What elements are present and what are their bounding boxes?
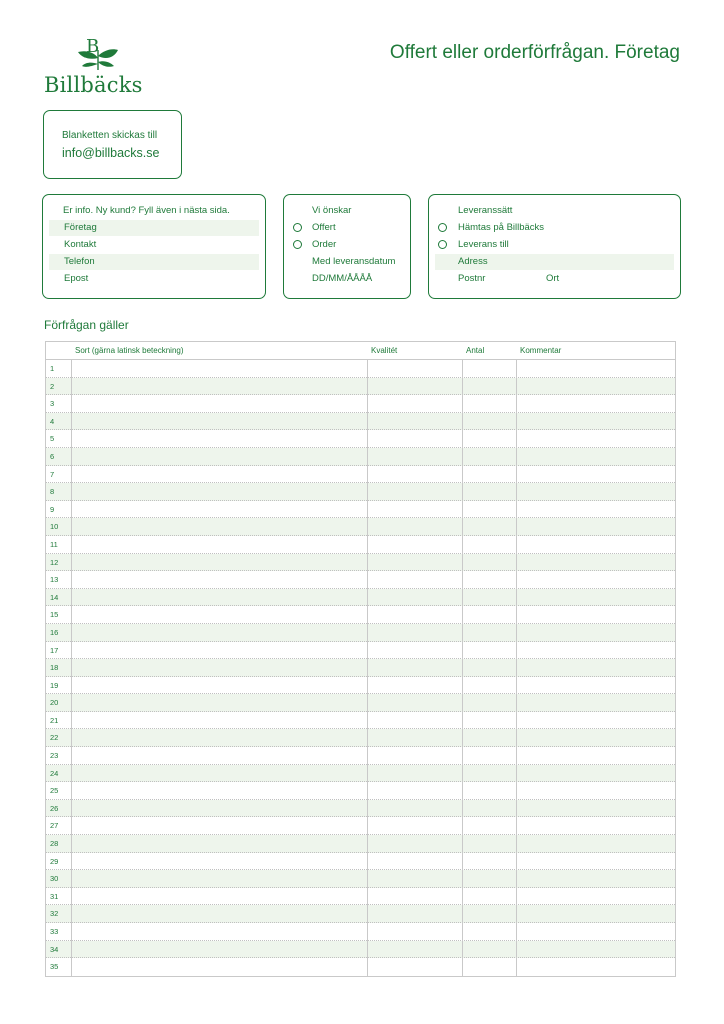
page-title: Offert eller orderförfrågan. Företag [389,42,680,63]
table-row[interactable] [46,659,675,677]
option-offert[interactable]: Offert [290,220,404,236]
col-antal: Antal [466,346,485,355]
option-leverans[interactable]: Leverans till [435,237,674,253]
table-row[interactable] [46,606,675,624]
billbacks-logo [42,36,152,100]
table-row[interactable] [46,677,675,695]
field-kontakt[interactable]: Kontakt [64,239,97,250]
send-to-box [43,110,182,179]
section-title: Förfrågan gäller [44,318,129,332]
table-row[interactable] [46,800,675,818]
row-number: 23 [50,751,59,761]
order-table [45,341,676,977]
option-hamtas[interactable]: Hämtas på Billbäcks [435,220,674,236]
send-to-label: Blanketten skickas till [62,130,158,141]
table-row[interactable] [46,923,675,941]
row-number: 26 [50,803,59,813]
row-number: 11 [50,539,58,549]
table-row[interactable] [46,712,675,730]
customer-info-box [42,194,266,299]
row-number: 29 [50,856,59,866]
table-row[interactable] [46,501,675,519]
field-epost[interactable]: Epost [64,273,89,284]
col-kommentar: Kommentar [520,346,562,355]
row-number: 3 [50,399,55,409]
row-number: 13 [50,575,59,585]
table-row[interactable] [46,853,675,871]
date-label: Med leveransdatum [312,256,396,267]
row-number: 33 [50,927,59,936]
table-row[interactable] [46,958,675,976]
table-row[interactable] [46,905,675,923]
table-row[interactable] [46,870,675,888]
row-number: 14 [50,592,59,602]
table-row[interactable] [46,430,675,448]
table-row[interactable] [46,360,675,378]
logo-mark: B [86,36,100,57]
info-heading: Er info. Ny kund? Fyll även i nästa sida. [63,205,230,216]
row-number: 9 [50,504,55,514]
field-postnr-ort[interactable]: Postnr Ort [458,273,560,284]
table-row[interactable] [46,782,675,800]
table-row[interactable] [46,835,675,853]
radio-offert[interactable] [293,223,302,232]
radio-leverans[interactable] [438,240,447,249]
table-row[interactable] [46,642,675,660]
table-row[interactable] [46,571,675,589]
table-row[interactable] [46,378,675,396]
table-row[interactable] [46,589,675,607]
delivery-heading: Leveranssätt [458,205,513,216]
row-number: 21 [50,715,59,725]
row-number: 28 [50,839,59,849]
send-to-email[interactable]: info@billbacks.se [62,146,160,160]
row-number: 5 [50,434,55,444]
row-number: 31 [50,891,59,901]
col-kvalitet: Kvalitét [371,346,398,355]
row-number: 25 [50,786,59,796]
delivery-box [428,194,681,299]
option-order[interactable]: Order [290,237,404,253]
radio-hamtas[interactable] [438,223,447,232]
row-number: 10 [50,522,59,532]
want-heading: Vi önskar [312,205,352,216]
table-row[interactable] [46,729,675,747]
request-type-box [283,194,411,299]
table-row[interactable] [46,888,675,906]
row-number: 34 [50,944,59,954]
table-row[interactable] [46,413,675,431]
table-header [46,342,675,360]
table-row[interactable] [46,448,675,466]
field-foretag[interactable]: Företag [49,220,259,236]
row-number: 18 [50,663,59,673]
table-row[interactable] [46,747,675,765]
row-number: 20 [50,698,59,708]
table-row[interactable] [46,941,675,959]
row-number: 7 [50,469,55,479]
field-adress[interactable]: Adress [435,254,674,270]
table-row[interactable] [46,817,675,835]
col-sort: Sort (gärna latinsk beteckning) [75,346,184,355]
row-number: 24 [50,768,59,778]
table-row[interactable] [46,518,675,536]
row-number: 2 [50,381,55,391]
row-number: 4 [50,416,55,426]
logo-brand: Billbäcks [44,73,143,97]
row-number: 30 [50,874,59,884]
date-field[interactable]: DD/MM/ÅÅÅÅ [312,273,373,284]
row-number: 17 [50,645,59,655]
row-number: 12 [50,557,59,567]
row-number: 8 [50,487,55,497]
row-number: 15 [50,610,59,620]
table-row[interactable] [46,483,675,501]
table-row[interactable] [46,536,675,554]
table-row[interactable] [46,765,675,783]
row-number: 35 [50,962,59,972]
table-row[interactable] [46,466,675,484]
table-row[interactable] [46,395,675,413]
row-number: 27 [50,821,59,831]
row-number: 19 [50,680,59,690]
row-number: 6 [50,451,55,461]
row-number: 1 [50,364,55,373]
table-row[interactable] [46,554,675,572]
radio-order[interactable] [293,240,302,249]
table-row[interactable] [46,624,675,642]
table-row[interactable] [46,694,675,712]
table-body [46,360,675,976]
row-number: 22 [50,733,59,743]
row-number: 32 [50,909,59,919]
row-number: 16 [50,627,59,637]
field-telefon[interactable]: Telefon [49,254,259,270]
